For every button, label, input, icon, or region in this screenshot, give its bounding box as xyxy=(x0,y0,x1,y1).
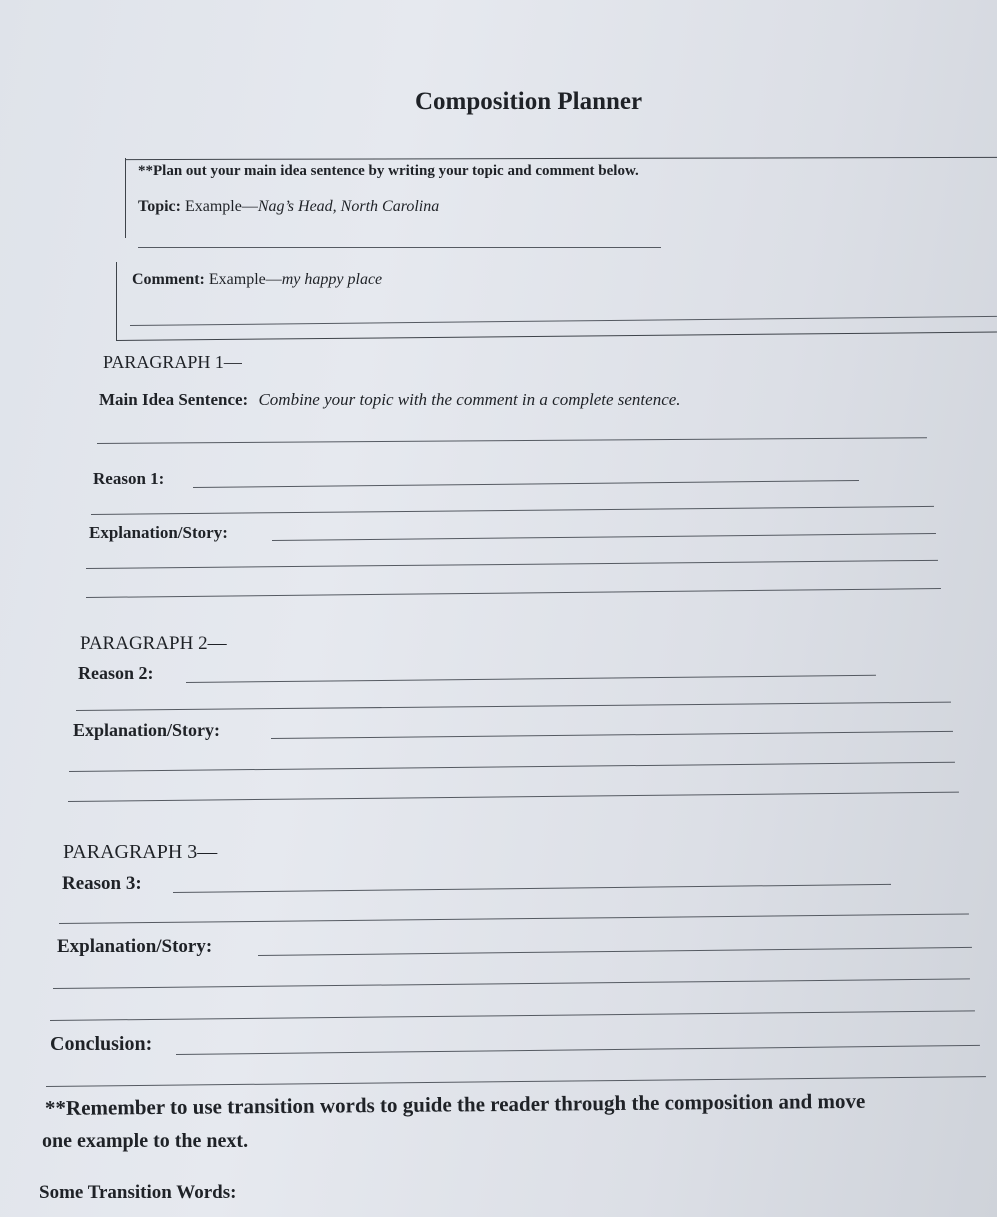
paragraph1-heading: PARAGRAPH 1— xyxy=(103,352,242,372)
reason1-answer-line-2[interactable] xyxy=(91,506,934,515)
topic-row xyxy=(138,198,439,216)
topic-example: Nag’s Head, North Carolina xyxy=(257,198,440,215)
explanation3-answer-line[interactable] xyxy=(258,947,972,956)
main-idea-instruction: Combine your topic with the comment in a complete sentence. xyxy=(258,390,681,409)
main-idea-label: Main Idea Sentence: xyxy=(99,390,249,409)
comment-example-prefix: Example— xyxy=(208,271,282,288)
reason2-answer-line[interactable] xyxy=(186,675,876,683)
explanation2-label: Explanation/Story: xyxy=(73,720,221,740)
comment-row xyxy=(132,271,382,289)
planning-box-top-border xyxy=(125,157,997,160)
transition-reminder: **Remember to use transition words to guide the reader through the composition and move xyxy=(44,1088,866,1120)
conclusion-answer-line-2[interactable] xyxy=(46,1076,986,1087)
explanation1-answer-line[interactable] xyxy=(272,533,936,541)
paragraph3-heading: PARAGRAPH 3— xyxy=(63,841,218,863)
reason1-label: Reason 1: xyxy=(93,469,165,488)
comment-example: my happy place xyxy=(281,271,383,288)
explanation2-answer-line[interactable] xyxy=(271,731,953,739)
explanation1-answer-line-2[interactable] xyxy=(86,560,938,569)
transition-words-label: Some Transition Words: xyxy=(39,1182,237,1203)
conclusion-label: Conclusion: xyxy=(50,1033,153,1055)
reason3-answer-line-2[interactable] xyxy=(59,913,969,924)
explanation2-answer-line-3[interactable] xyxy=(68,792,959,802)
reason1-answer-line[interactable] xyxy=(193,480,859,488)
reason3-label: Reason 3: xyxy=(62,873,142,894)
explanation1-label: Explanation/Story: xyxy=(89,523,228,542)
explanation2-answer-line-2[interactable] xyxy=(69,762,955,772)
explanation3-answer-line-2[interactable] xyxy=(53,978,970,989)
comment-answer-line[interactable] xyxy=(130,316,997,326)
topic-label: Topic: xyxy=(138,198,181,215)
page-title: Composition Planner xyxy=(415,88,643,115)
reason3-answer-line[interactable] xyxy=(173,884,891,893)
reason2-answer-line-2[interactable] xyxy=(76,702,951,711)
explanation1-answer-line-3[interactable] xyxy=(86,588,941,598)
planning-box-bottom-border xyxy=(116,332,997,341)
paragraph2-heading: PARAGRAPH 2— xyxy=(80,633,227,654)
transition-reminder-continued: one example to the next. xyxy=(42,1130,249,1152)
main-idea-answer-line[interactable] xyxy=(97,437,927,444)
comment-label: Comment: xyxy=(132,271,205,288)
topic-answer-line[interactable] xyxy=(138,247,661,248)
conclusion-answer-line[interactable] xyxy=(176,1045,980,1055)
reason2-label: Reason 2: xyxy=(78,663,154,683)
planning-instruction: **Plan out your main idea sentence by writing your topic and comment below. xyxy=(138,163,639,179)
main-idea-row xyxy=(99,390,681,410)
planning-box-left-border-upper xyxy=(125,158,126,238)
explanation3-label: Explanation/Story: xyxy=(57,936,213,957)
explanation3-answer-line-3[interactable] xyxy=(50,1010,975,1021)
planning-box-left-border-lower xyxy=(116,262,117,340)
topic-example-prefix: Example— xyxy=(184,198,258,215)
